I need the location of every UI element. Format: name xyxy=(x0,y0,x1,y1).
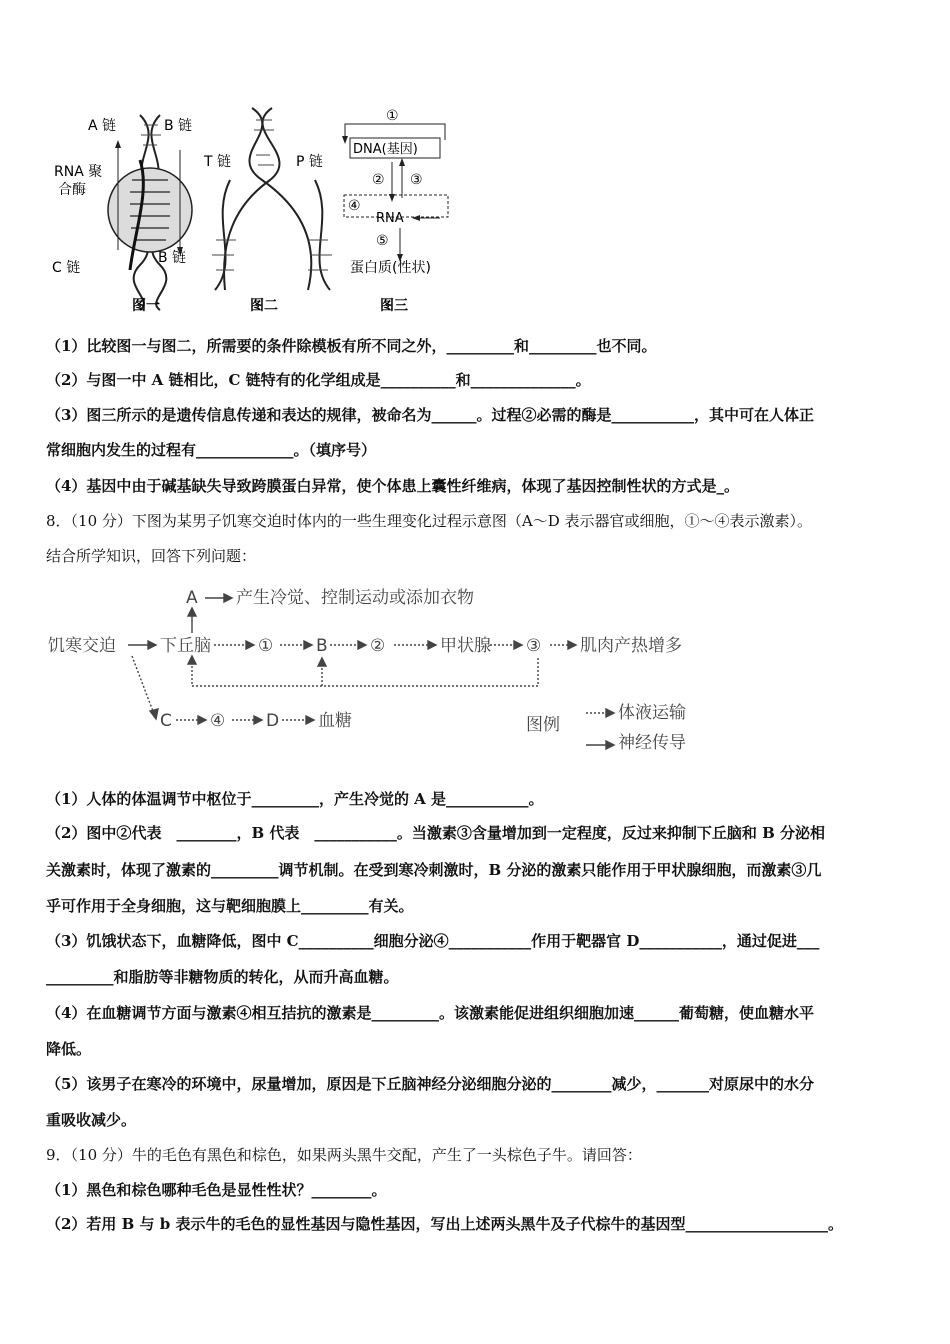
q7-part4: （4）基因中由于碱基缺失导致跨膜蛋白异常，使个体患上囊性纤维病，体现了基因控制性状的方式是_。 xyxy=(46,477,739,495)
central-dogma-rna: RNA xyxy=(376,211,404,226)
node-blood-sugar: 血糖 xyxy=(318,711,352,731)
central-dogma-step5: ⑤ xyxy=(376,233,389,249)
q8-part3-line1: （3）饥饿状态下，血糖降低，图中 C__________细胞分泌④___________作用于靶器官 D___________，通过促进___ xyxy=(46,932,820,950)
node-hormone-3: ③ xyxy=(526,636,542,656)
central-dogma-step3: ③ xyxy=(410,172,423,188)
node-hypothalamus: 下丘脑 xyxy=(160,636,211,656)
node-a-effect: 产生冷觉、控制运动或添加衣物 xyxy=(236,588,474,608)
node-d: D xyxy=(266,711,280,731)
node-hormone-2: ② xyxy=(370,636,386,656)
central-dogma-step4: ④ xyxy=(348,198,361,214)
label-c-chain: C 链 xyxy=(52,260,81,276)
q8-intro-line2: 结合所学知识，回答下列问题： xyxy=(46,547,257,565)
central-dogma-protein: 蛋白质(性状) xyxy=(350,260,431,276)
node-hormone-1: ① xyxy=(258,636,274,656)
node-hormone-4: ④ xyxy=(210,711,226,731)
node-heat: 肌肉产热增多 xyxy=(580,636,682,656)
q8-part5-line1: （5）该男子在寒冷的环境中，尿量增加，原因是下丘脑神经分泌细胞分泌的________减少，_______对原尿中的水分 xyxy=(46,1075,814,1093)
q8-intro-line1: 8．（10 分）下图为某男子饥寒交迫时体内的一些生理变化过程示意图（A～D 表示器官或细胞，①～④表示激素）。 xyxy=(46,512,813,530)
q7-part2: （2）与图一中 A 链相比，C 链特有的化学组成是__________和______________。 xyxy=(46,371,591,389)
central-dogma-step1: ① xyxy=(386,108,399,124)
q9-intro: 9．（10 分）牛的毛色有黑色和棕色，如果两头黑牛交配，产生了一头棕色子牛。请回答： xyxy=(46,1146,642,1164)
label-rna-polymerase-1: RNA 聚 xyxy=(54,164,103,180)
central-dogma-dna: DNA(基因) xyxy=(353,142,418,157)
q8-part4-line1: （4）在血糖调节方面与激素④相互拮抗的激素是_________。该激素能促进组织细胞加速______葡萄糖，使血糖水平 xyxy=(46,1004,814,1022)
label-b-chain-bottom: B 链 xyxy=(158,250,187,266)
q8-part2-line2: 关激素时，体现了激素的_________调节机制。在受到寒冷刺激时，B 分泌的激素只能作用于甲状腺细胞，而激素③几 xyxy=(46,861,822,879)
label-p-chain: P 链 xyxy=(296,154,323,170)
node-a: A xyxy=(186,588,198,608)
figure2-double-helix xyxy=(215,108,330,290)
q7-part3-line2: 常细胞内发生的过程有_____________。（填序号） xyxy=(46,441,377,459)
label-a-chain: A 链 xyxy=(88,118,117,134)
label-b-chain-top: B 链 xyxy=(164,118,193,134)
q8-part4-line2: 降低。 xyxy=(46,1040,92,1058)
legend-title: 图例 xyxy=(526,715,560,735)
label-rna-polymerase-2: 合酶 xyxy=(58,182,86,198)
q7-part3-line1: （3）图三所示的是遗传信息传递和表达的规律，被命名为______。过程②必需的酶是___________，其中可在人体正 xyxy=(46,406,814,424)
figure-cold-hunger-regulation xyxy=(40,578,740,763)
legend-nerve-label: 神经传导 xyxy=(618,733,686,753)
label-t-chain: T 链 xyxy=(204,154,232,170)
q9-part1: （1）黑色和棕色哪种毛色是显性性状？________。 xyxy=(46,1181,387,1199)
q8-part5-line2: 重吸收减少。 xyxy=(46,1111,137,1129)
q8-part1: （1）人体的体温调节中枢位于_________，产生冷觉的 A 是___________。 xyxy=(46,790,544,808)
node-thyroid: 甲状腺 xyxy=(440,636,491,656)
q9-part2: （2）若用 B 与 b 表示牛的毛色的显性基因与隐性基因，写出上述两头黑牛及子代棕牛的基因型___________________。 xyxy=(46,1215,843,1233)
figure-dna-transcription xyxy=(40,100,470,320)
caption-figure-3: 图三 xyxy=(380,298,408,314)
node-c: C xyxy=(160,711,172,731)
q7-part1: （1）比较图一与图二，所需要的条件除模板有所不同之外，_________和_________也不同。 xyxy=(46,337,657,355)
node-start: 饥寒交迫 xyxy=(48,636,116,656)
central-dogma-step2: ② xyxy=(372,172,385,188)
q8-part2-line3: 乎可作用于全身细胞，这与靶细胞膜上_________有关。 xyxy=(46,897,414,915)
legend-fluid-label: 体液运输 xyxy=(618,703,686,723)
q8-part2-line1: （2）图中②代表 ________，B 代表 ___________。当激素③含量增加到一定程度，反过来抑制下丘脑和 B 分泌相 xyxy=(46,824,825,842)
caption-figure-1: 图一 xyxy=(132,298,160,314)
caption-figure-2: 图二 xyxy=(250,298,278,314)
q8-part3-line2: _________和脂肪等非糖物质的转化，从而升高血糖。 xyxy=(46,968,399,986)
node-b: B xyxy=(316,636,328,656)
